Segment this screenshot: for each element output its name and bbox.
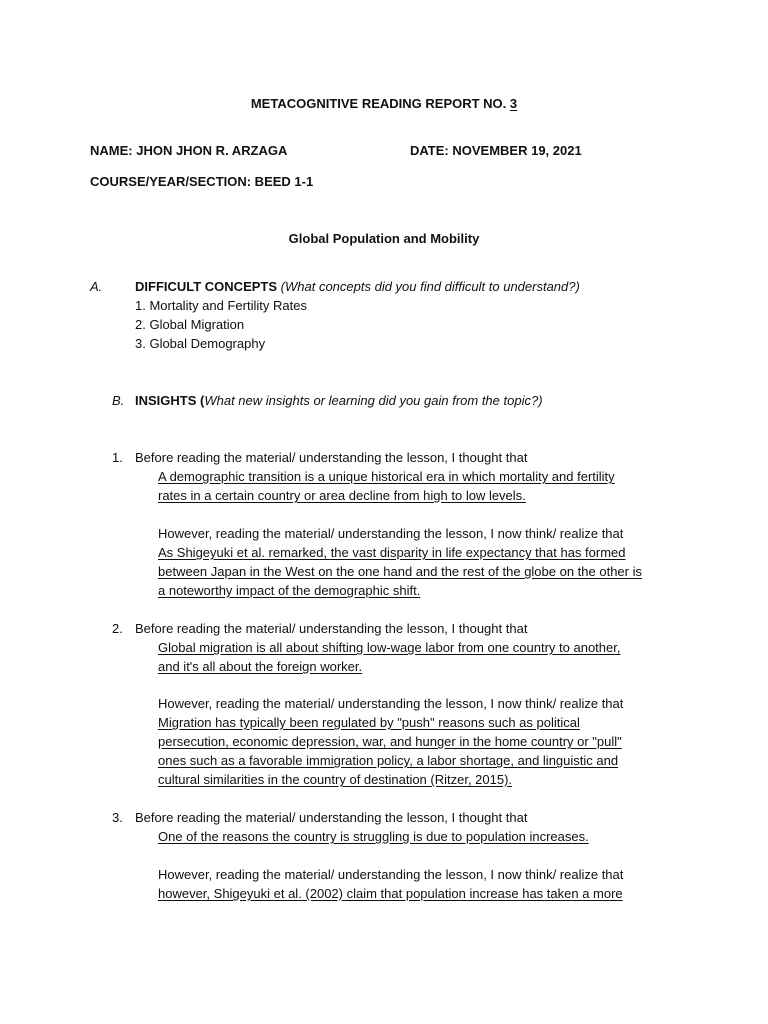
insight-after-prompt: However, reading the material/ understanding the lesson, I now think/ realize that — [158, 526, 624, 541]
answer-line: a noteworthy impact of the demographic shift. — [158, 583, 421, 598]
answer-line: Migration has typically been regulated by "push" reasons such as political — [158, 715, 580, 730]
insight-after-answer — [158, 713, 622, 789]
answer-line: persecution, economic depression, war, and hunger in the home country or "pull" — [158, 734, 622, 749]
list-item: 2. Global Migration — [135, 317, 245, 332]
report-number: 3 — [509, 96, 518, 111]
answer-line: One of the reasons the country is struggling is due to population increases. — [158, 829, 589, 844]
course-field: COURSE/YEAR/SECTION: BEED 1-1 — [90, 174, 314, 189]
answer-line: A demographic transition is a unique historical era in which mortality and fertility — [158, 469, 615, 484]
insight-number: 3. — [112, 810, 123, 825]
answer-line: cultural similarities in the country of destination (Ritzer, 2015). — [158, 772, 513, 787]
section-a-heading: DIFFICULT CONCEPTS — [135, 279, 278, 294]
insight-before-answer — [158, 827, 589, 846]
answer-line: Global migration is all about shifting low-wage labor from one country to another, — [158, 640, 621, 655]
answer-line: ones such as a favorable immigration policy, a labor shortage, and linguistic and — [158, 753, 619, 768]
answer-line: As Shigeyuki et al. remarked, the vast disparity in life expectancy that has formed — [158, 545, 626, 560]
section-a-heading-line — [135, 277, 580, 296]
list-item: 1. Mortality and Fertility Rates — [135, 298, 307, 313]
section-a-letter: A. — [90, 279, 103, 294]
list-item: 3. Global Demography — [135, 336, 266, 351]
date-field: DATE: NOVEMBER 19, 2021 — [410, 143, 582, 158]
topic-title: Global Population and Mobility — [288, 231, 480, 246]
insight-number: 1. — [112, 450, 123, 465]
section-b-letter: B. — [112, 393, 125, 408]
answer-line: rates in a certain country or area decline from high to low levels. — [158, 488, 526, 503]
section-b-prompt: What new insights or learning did you gain from the topic?) — [204, 393, 543, 408]
section-b-heading: INSIGHTS ( — [135, 393, 205, 408]
answer-line: and it's all about the foreign worker. — [158, 659, 363, 674]
insight-before-answer — [158, 467, 615, 505]
insight-after-prompt: However, reading the material/ understanding the lesson, I now think/ realize that — [158, 696, 624, 711]
insight-before-prompt: Before reading the material/ understanding the lesson, I thought that — [135, 810, 528, 825]
section-a-prompt: (What concepts did you find difficult to understand?) — [280, 279, 580, 294]
report-title-prefix: METACOGNITIVE READING REPORT NO. — [250, 96, 510, 111]
insight-before-answer — [158, 638, 620, 676]
insight-before-prompt: Before reading the material/ understanding the lesson, I thought that — [135, 621, 528, 636]
insight-before-prompt: Before reading the material/ understanding the lesson, I thought that — [135, 450, 528, 465]
insight-after-answer — [158, 543, 642, 600]
report-title — [0, 94, 768, 113]
insight-number: 2. — [112, 621, 123, 636]
insight-after-answer — [158, 884, 623, 903]
insight-after-prompt: However, reading the material/ understanding the lesson, I now think/ realize that — [158, 867, 624, 882]
answer-line: however, Shigeyuki et al. (2002) claim that population increase has taken a more — [158, 886, 623, 901]
section-b-heading-line — [135, 391, 543, 410]
name-field: NAME: JHON JHON R. ARZAGA — [90, 143, 288, 158]
answer-line: between Japan in the West on the one hand and the rest of the globe on the other is — [158, 564, 642, 579]
difficult-concepts-list — [135, 296, 307, 353]
